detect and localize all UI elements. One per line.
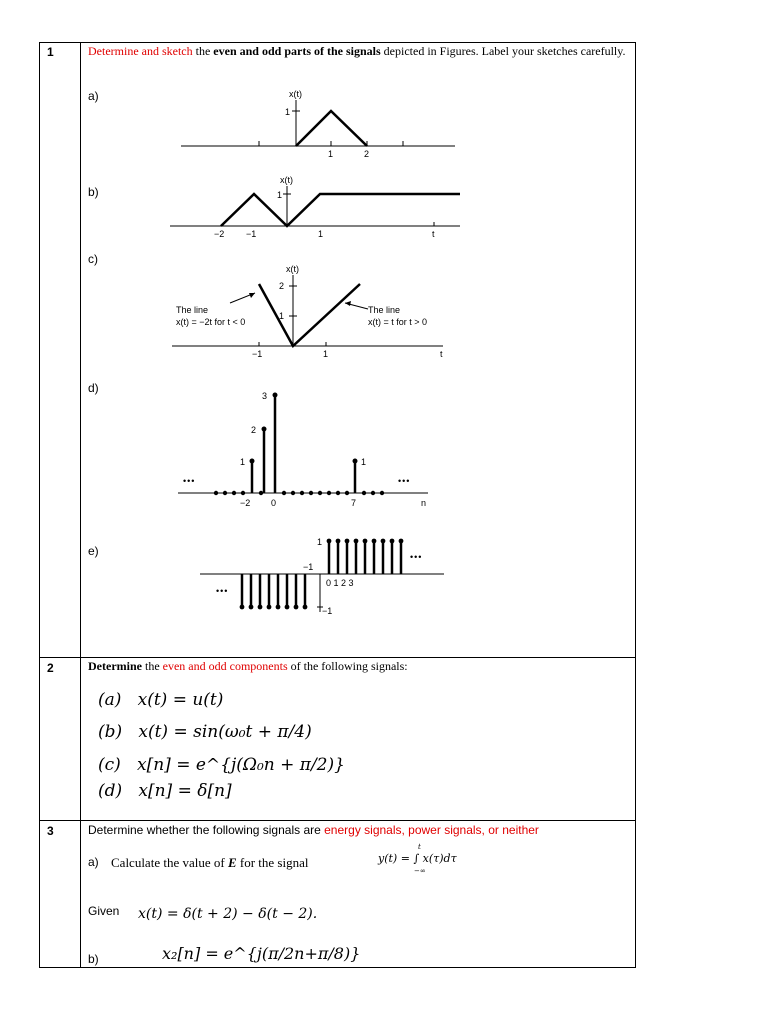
row-number-1: 1 [47, 45, 54, 59]
instruction-text: the [141, 659, 163, 673]
instruction-text: the [192, 44, 214, 58]
figure-c-left-note-2: x(t) = −2t for t < 0 [176, 317, 246, 327]
instruction-bold-text: Determine [88, 659, 142, 673]
figure-b-ylabel: x(t) [280, 175, 293, 185]
item-b-equation: x₂[n] = e^{j(π/2n+π/8)} [162, 944, 361, 963]
figure-d-xtick-3: 7 [351, 498, 357, 508]
given-label: Given [88, 904, 120, 918]
figure-c-ytick-2: 2 [279, 281, 285, 291]
figure-d-dots-left: ••• [183, 476, 196, 486]
figure-e-label: e) [88, 544, 99, 558]
figure-e-dots-right: ••• [410, 552, 423, 562]
equation-b: (b) x(t) = sin(ω₀t + π/4) [98, 722, 312, 742]
figure-e-top-value: 1 [317, 537, 323, 547]
item-b-label: b) [88, 952, 99, 966]
item-a-label: a) [88, 855, 99, 869]
item-a-sentence: Calculate the value of [111, 855, 228, 870]
equation-a: (a) x(t) = u(t) [98, 690, 224, 710]
item-a-sentence-tail: for the signal [236, 855, 309, 870]
row-number-2: 2 [47, 661, 54, 675]
figure-a-xtick-2: 2 [364, 149, 370, 159]
figure-e-dots-left: ••• [216, 586, 229, 596]
figure-d-xtick-4: n [421, 498, 427, 508]
instruction-red-text: energy signals, power signals, or neither [324, 823, 539, 837]
figure-c-right-note-2: x(t) = t for t > 0 [368, 317, 428, 327]
figure-e-neg-value: −1 [303, 562, 314, 572]
row-number-3: 3 [47, 824, 54, 838]
equation-c: (c) x[n] = e^{j(Ω₀n + π/2)} [98, 755, 345, 775]
figure-d-value-3: 3 [262, 391, 268, 401]
figure-d-value-1a: 1 [240, 457, 246, 467]
instruction-red-text: Determine and sketch [88, 44, 193, 58]
figure-c-xtick-3: t [440, 349, 443, 359]
figure-a-xtick-1: 1 [328, 149, 334, 159]
row-2-instruction [88, 659, 628, 674]
integral-upper-limit: t [418, 843, 421, 851]
figure-b-xtick-3: 1 [318, 229, 324, 239]
integral-equation: y(t) = ∫ x(τ)dτ [378, 852, 457, 865]
instruction-bold-text: even and odd parts of the signals [213, 44, 381, 58]
figure-c-right-note-1: The line [368, 305, 401, 315]
figure-c-ytick-1: 1 [279, 311, 285, 321]
figure-c-left-note-1: The line [176, 305, 209, 315]
figure-d-value-2: 2 [251, 425, 257, 435]
figure-c-label: c) [88, 252, 98, 266]
item-a-text [111, 855, 308, 870]
figure-c-xtick-2: 1 [323, 349, 329, 359]
figure-e-bottom-value: −1 [322, 606, 333, 616]
given-equation: x(t) = δ(t + 2) − δ(t − 2). [138, 906, 318, 922]
figure-d-xtick-1: −2 [240, 498, 251, 508]
energy-variable: E [227, 855, 237, 870]
figure-d-xtick-2: 0 [271, 498, 277, 508]
instruction-text: of the following signals: [287, 659, 408, 673]
figure-a-label: a) [88, 89, 99, 103]
figure-b-ytick: 1 [277, 190, 283, 200]
integral-lower-limit: −∞ [414, 867, 426, 875]
figure-a-ytick: 1 [285, 107, 291, 117]
figure-b-label: b) [88, 185, 99, 199]
figure-b-xtick-4: t [432, 229, 435, 239]
figure-d-label: d) [88, 381, 99, 395]
figure-a-ylabel: x(t) [289, 89, 302, 99]
figure-e-xticks: 0 1 2 3 [326, 578, 354, 588]
instruction-text: Determine whether the following signals are [88, 823, 325, 837]
figure-d-value-1b: 1 [361, 457, 367, 467]
figure-c-xtick-1: −1 [252, 349, 263, 359]
row-3-instruction [88, 823, 628, 838]
instruction-red-text: even and odd components [162, 659, 288, 673]
instruction-text: depicted in Figures. Label your sketches carefully. [380, 44, 626, 58]
figure-b-xtick-1: −2 [214, 229, 225, 239]
equation-d: (d) x[n] = δ[n] [98, 781, 232, 801]
figure-c-ylabel: x(t) [286, 264, 299, 274]
figure-b-xtick-2: −1 [246, 229, 257, 239]
figure-d-dots-right: ••• [398, 476, 411, 486]
